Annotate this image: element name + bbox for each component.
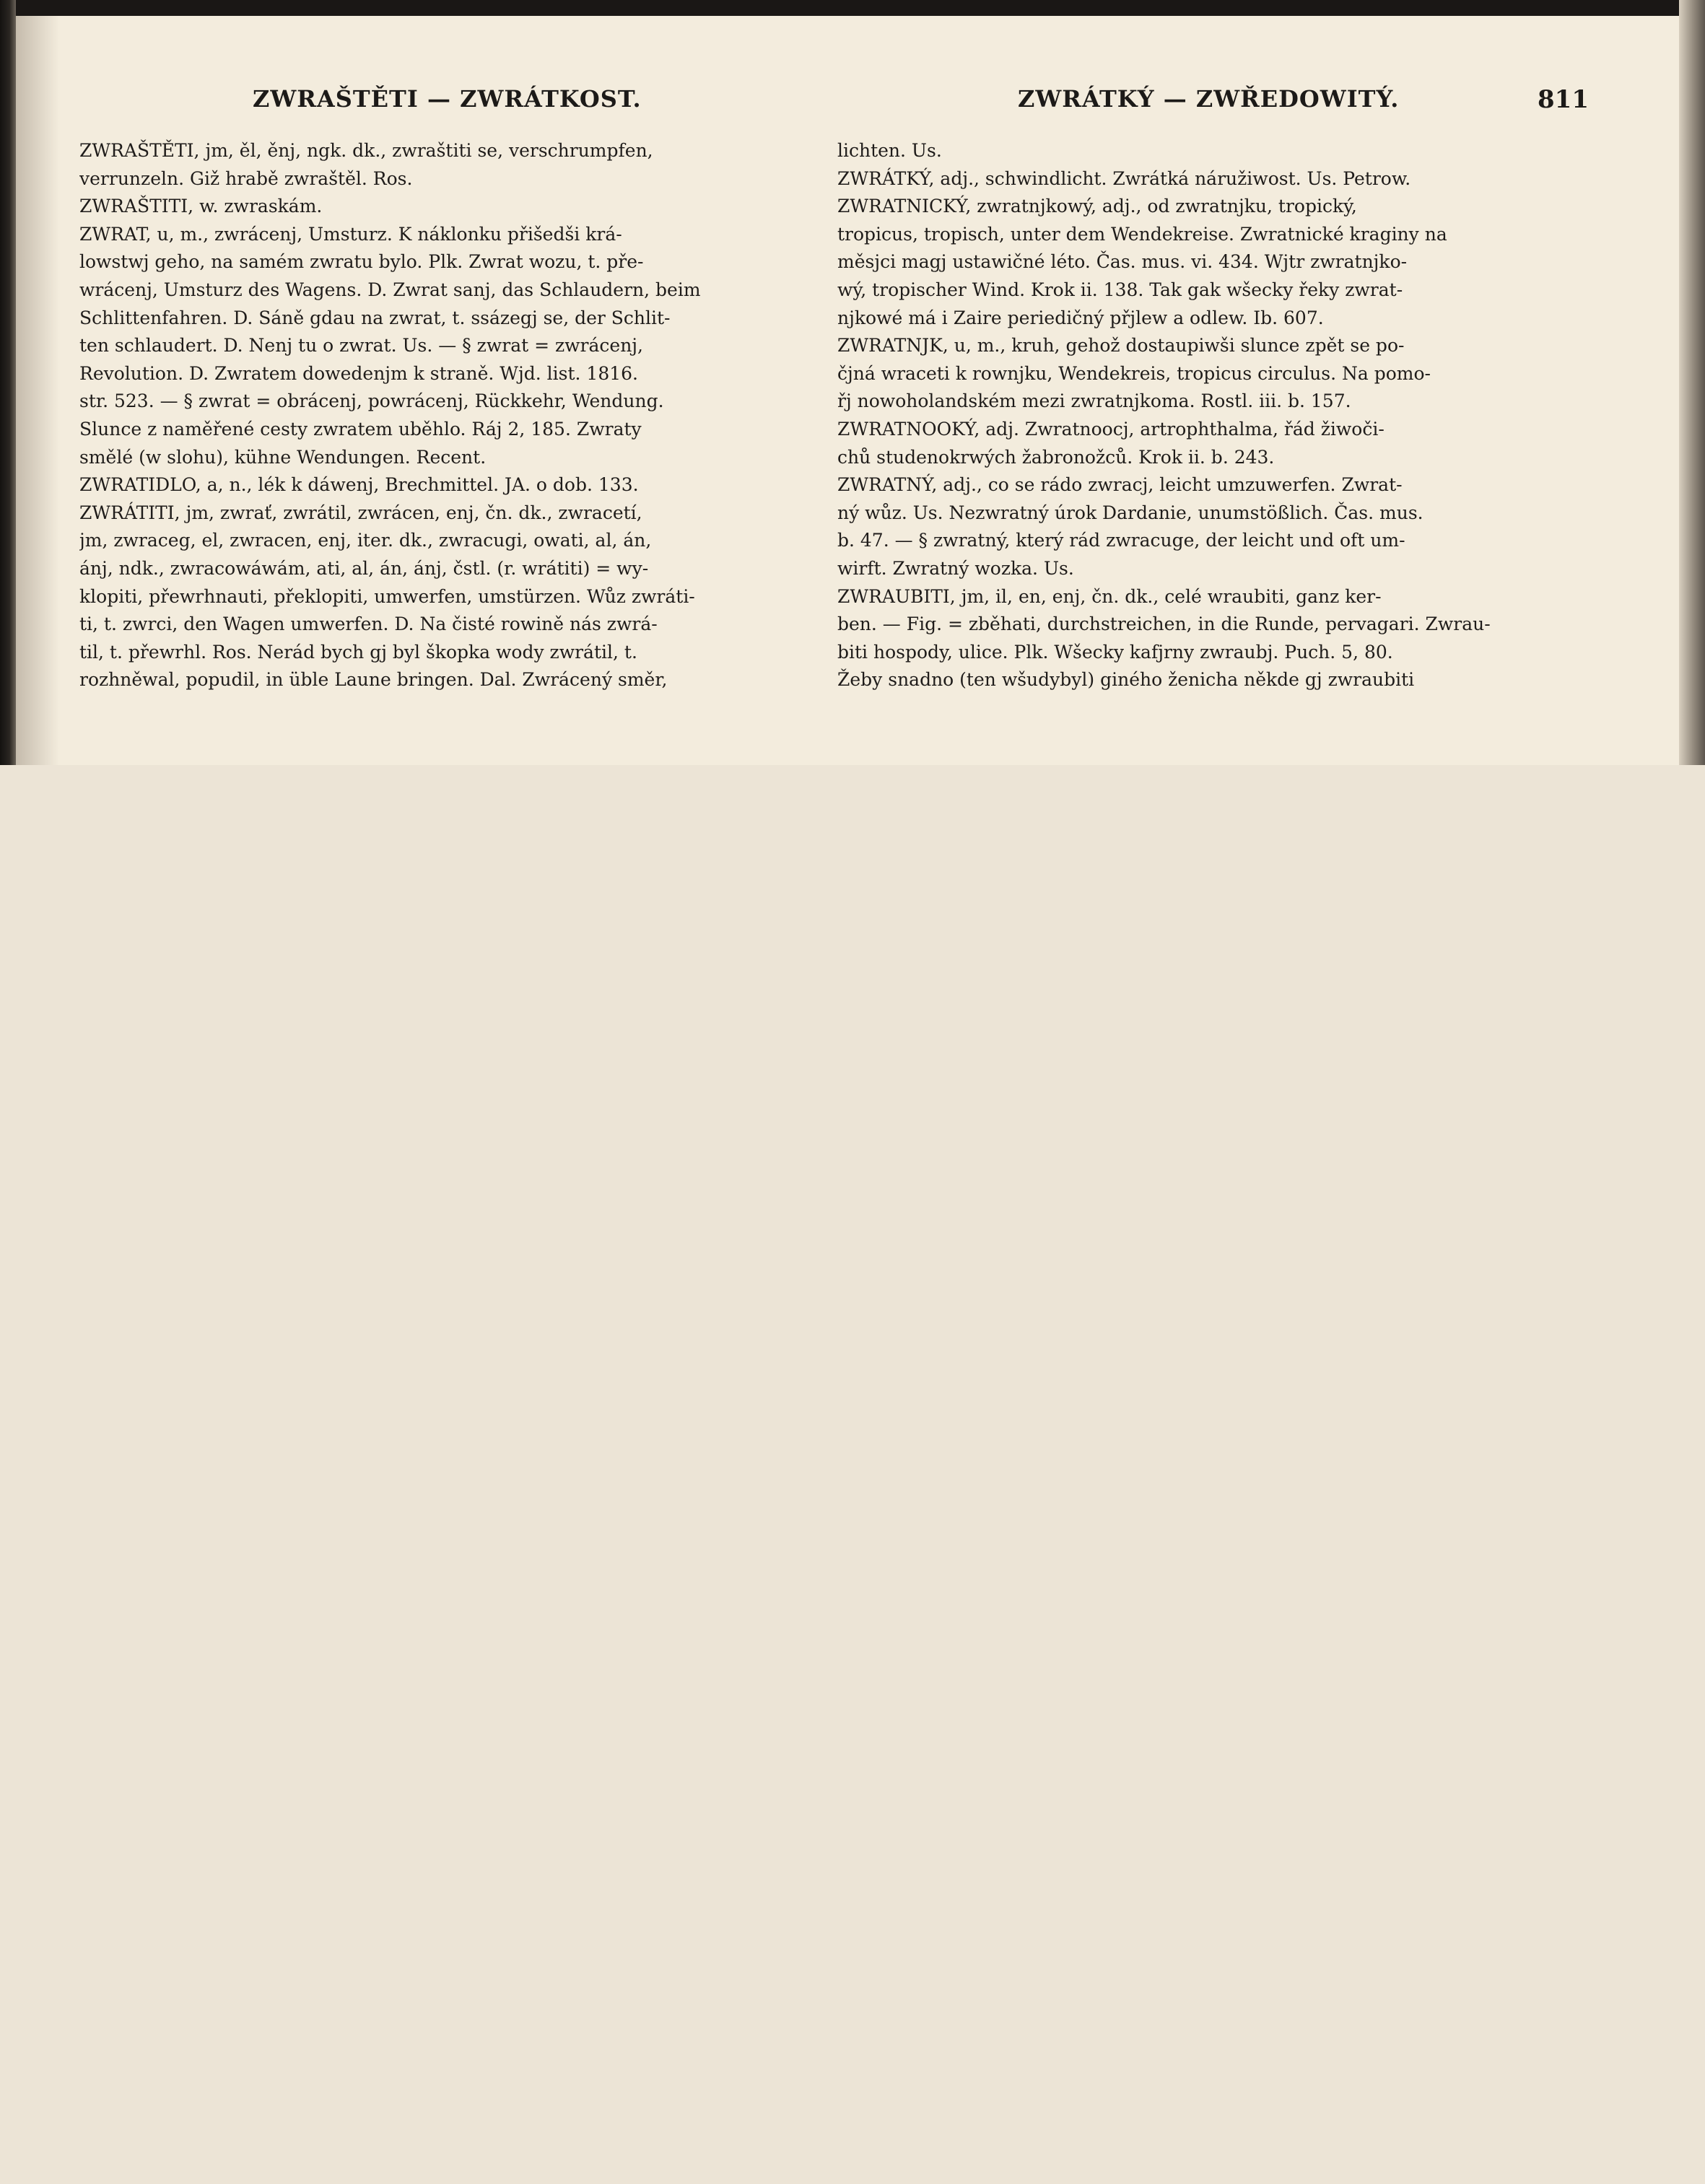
text-line: Revolution. D. Zwratem dowedenjm k straně. Wjd. list. 1816.	[79, 362, 638, 384]
text-line: til, t. přewrhl. Ros. Nerád bych gj byl škopka wody zwrátil, t.	[79, 641, 637, 663]
text-line: chů studenokrwých žabronožců. Krok ii. b. 243.	[837, 446, 1275, 468]
text-line: ZWRATNOOKÝ, adj. Zwratnoocj, artrophthalma, řád žiwoči-	[837, 418, 1385, 440]
scanned-page	[0, 0, 1705, 765]
text-line: ZWRATNÝ, adj., co se rádo zwracj, leicht umzuwerfen. Zwrat-	[837, 474, 1403, 496]
text-line: ben. — Fig. = zběhati, durchstreichen, in die Runde, pervagari. Zwrau-	[837, 613, 1491, 635]
text-line: lichten. Us.	[837, 140, 942, 161]
text-line: ZWRÁTITI, jm, zwrať, zwrátil, zwrácen, enj, čn. dk., zwracetí,	[79, 502, 642, 523]
text-line: klopiti, přewrhnauti, překlopiti, umwerfen, umstürzen. Wůz zwráti-	[79, 585, 695, 607]
text-line: smělé (w slohu), kühne Wendungen. Recent.	[79, 446, 487, 468]
book-spine-edge	[0, 0, 16, 765]
text-line: ZWRÁTKÝ, adj., schwindlicht. Zwrátká náružiwost. Us. Petrow.	[837, 167, 1411, 189]
blank-lower-area	[0, 765, 1705, 2184]
text-line: str. 523. — § zwrat = obrácenj, powrácenj, Rückkehr, Wendung.	[79, 390, 664, 412]
page-right-edge	[1679, 0, 1705, 765]
text-line: wrácenj, Umsturz des Wagens. D. Zwrat sanj, das Schlaudern, beim	[79, 279, 701, 300]
text-line: rozhněwal, popudil, in üble Laune bringen. Dal. Zwrácený směr,	[79, 669, 668, 691]
text-line: lowstwj geho, na samém zwratu bylo. Plk. Zwrat wozu, t. pře-	[79, 251, 644, 273]
spine-shadow	[16, 16, 59, 765]
text-line: wý, tropischer Wind. Krok ii. 138. Tak gak wšecky řeky zwrat-	[837, 279, 1403, 300]
text-line: ZWRATIDLO, a, n., lék k dáwenj, Brechmittel. JA. o dob. 133.	[79, 474, 639, 496]
text-line: tropicus, tropisch, unter dem Wendekreise. Zwratnické kraginy na	[837, 223, 1447, 245]
text-line: ZWRAUBITI, jm, il, en, enj, čn. dk., celé wraubiti, ganz ker-	[837, 585, 1382, 607]
text-line: ný wůz. Us. Nezwratný úrok Dardanie, unumstößlich. Čas. mus.	[837, 502, 1423, 523]
text-line: Žeby snadno (ten wšudybyl) giného ženicha někde gj zwraubiti	[837, 669, 1415, 691]
text-line: ZWRAŠTITI, w. zwraskám.	[79, 196, 323, 217]
text-line: ZWRAT, u, m., zwrácenj, Umsturz. K náklonku přišedši krá-	[79, 223, 622, 245]
text-line: njkowé má i Zaire periedičný přjlew a odlew. Ib. 607.	[837, 307, 1324, 328]
text-line: Slunce z naměřené cesty zwratem uběhlo. Ráj 2, 185. Zwraty	[79, 418, 642, 440]
running-header-right: ZWRÁTKÝ — ZWŘEDOWITÝ.	[1018, 85, 1400, 113]
text-line: wirft. Zwratný wozka. Us.	[837, 557, 1074, 579]
right-text-column	[837, 137, 1581, 694]
text-line: ten schlaudert. D. Nenj tu o zwrat. Us. — § zwrat = zwrácenj,	[79, 335, 644, 357]
text-line: měsjci magj ustawičné léto. Čas. mus. vi. 434. Wjtr zwratnjko-	[837, 251, 1408, 273]
text-line: řj nowoholandském mezi zwratnjkoma. Rostl. iii. b. 157.	[837, 390, 1351, 412]
text-line: ti, t. zwrci, den Wagen umwerfen. D. Na čisté rowině nás zwrá-	[79, 613, 658, 635]
page-number: 811	[1538, 85, 1589, 114]
text-line: ZWRATNICKÝ, zwratnjkowý, adj., od zwratnjku, tropický,	[837, 196, 1357, 217]
text-line: ánj, ndk., zwracowáwám, ati, al, án, ánj, čstl. (r. wrátiti) = wy-	[79, 557, 649, 579]
left-text-column	[79, 137, 816, 694]
text-line: b. 47. — § zwratný, který rád zwracuge, der leicht und oft um-	[837, 530, 1405, 551]
text-line: biti hospody, ulice. Plk. Wšecky kafjrny zwraubj. Puch. 5, 80.	[837, 641, 1393, 663]
text-line: Schlittenfahren. D. Sáně gdau na zwrat, t. ssázegj se, der Schlit-	[79, 307, 671, 328]
running-header-left: ZWRAŠTĚTI — ZWRÁTKOST.	[253, 85, 642, 113]
text-line: ZWRATNJK, u, m., kruh, gehož dostaupiwši slunce zpět se po-	[837, 335, 1405, 357]
text-line: čjná wraceti k rownjku, Wendekreis, tropicus circulus. Na pomo-	[837, 362, 1431, 384]
text-line: ZWRAŠTĚTI, jm, ěl, ěnj, ngk. dk., zwraštiti se, verschrumpfen,	[79, 140, 653, 161]
book-top-edge	[0, 0, 1705, 16]
text-line: jm, zwraceg, el, zwracen, enj, iter. dk., zwracugi, owati, al, án,	[79, 530, 652, 551]
text-line: verrunzeln. Giž hrabě zwraštěl. Ros.	[79, 167, 413, 189]
